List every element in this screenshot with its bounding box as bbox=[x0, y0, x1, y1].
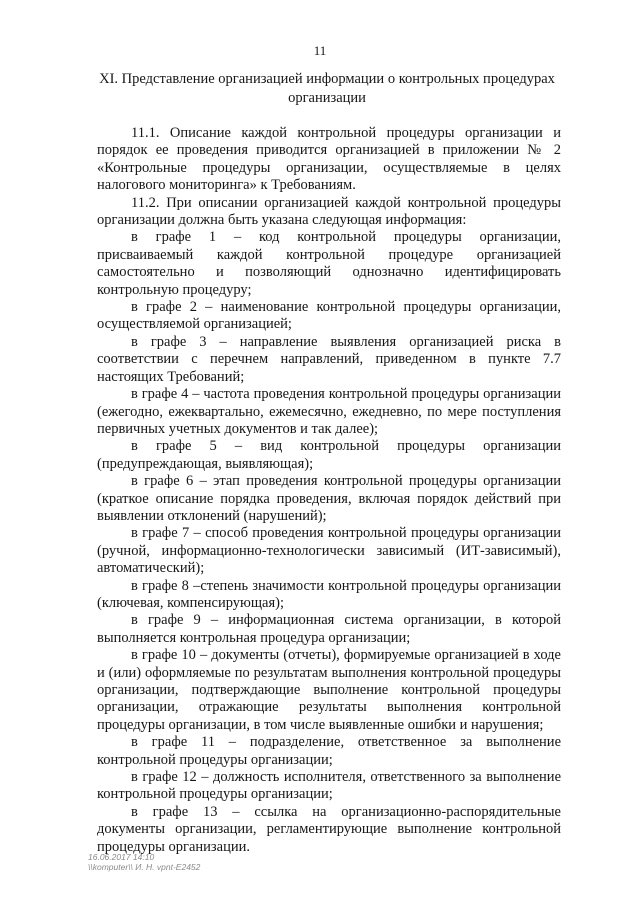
paragraph-column-8: в графе 8 –степень значимости контрольной процедуры организации (ключевая, компенсирующая); bbox=[97, 577, 561, 611]
paragraph-column-4: в графе 4 – частота проведения контрольной процедуры организации (ежегодно, ежеквартально, ежемесячно, ежедневно, по мере поступления первичных учетных документов и так далее); bbox=[97, 386, 561, 437]
paragraph-column-3: в графе 3 – направление выявления организацией риска в соответствии с перечнем направлений, приведенном в пункте 7.7 настоящих Требований; bbox=[97, 333, 561, 385]
print-stamp bbox=[88, 852, 200, 872]
paragraph-column-2: в графе 2 – наименование контрольной процедуры организации, осуществляемой организацией; bbox=[97, 299, 561, 333]
section-heading bbox=[96, 70, 558, 108]
paragraph-column-12: в графе 12 – должность исполнителя, ответственного за выполнение контрольной процедуры организации; bbox=[97, 769, 561, 803]
paragraph-column-10: в графе 10 – документы (отчеты), формируемые организацией в ходе и (или) оформляемые по результатам выполнения контрольной процедуры организации, подтверждающие выполнение контрольной процедуры организации, отражающие результаты выполнения контрольной процедуры организации, в том числе выявленные ошибки и нарушения; bbox=[97, 647, 561, 733]
print-path: \\komputer\\ И. Н. vpnt-E2452 bbox=[88, 862, 201, 872]
paragraph-column-5: в графе 5 – вид контрольной процедуры организации (предупреждающая, выявляющая); bbox=[97, 438, 561, 472]
page-number: 11 bbox=[313, 43, 327, 58]
heading-line-1: XI. Представление организацией информации о контрольных процедурах bbox=[99, 71, 555, 87]
document-body bbox=[97, 125, 561, 856]
paragraph-column-11: в графе 11 – подразделение, ответственное за выполнение контрольной процедуры организации; bbox=[97, 734, 561, 768]
paragraph-11-2: 11.2. При описании организацией каждой контрольной процедуры организации должна быть указана следующая информация: bbox=[97, 194, 561, 229]
paragraph-column-13: в графе 13 – ссылка на организационно-распорядительные документы организации, регламентирующие выполнение контрольной процедуры организации. bbox=[97, 803, 561, 855]
paragraph-column-7: в графе 7 – способ проведения контрольной процедуры организации (ручной, информационно-технологически зависимый (ИТ-зависимый), автоматический); bbox=[97, 525, 561, 577]
paragraph-column-1: в графе 1 – код контрольной процедуры организации, присваиваемый каждой контрольной процедуре организацией самостоятельно и позволяющий однозначно идентифицировать контрольную процедуру; bbox=[97, 229, 561, 298]
print-timestamp: 16.06.2017 14:10 bbox=[88, 852, 155, 862]
paragraph-11-1: 11.1. Описание каждой контрольной процедуры организации и порядок ее проведения приводится организацией в приложении № 2 «Контрольные процедуры организации, осуществляемые в целях налогового мониторинга» к Требованиям. bbox=[97, 125, 561, 194]
paragraph-column-9: в графе 9 – информационная система организации, в которой выполняется контрольная процедура организации; bbox=[97, 612, 561, 646]
heading-line-2: организации bbox=[288, 90, 366, 106]
paragraph-column-6: в графе 6 – этап проведения контрольной процедуры организации (краткое описание порядка проведения, включая порядок действий при выявлении отклонений (нарушений); bbox=[97, 473, 561, 524]
